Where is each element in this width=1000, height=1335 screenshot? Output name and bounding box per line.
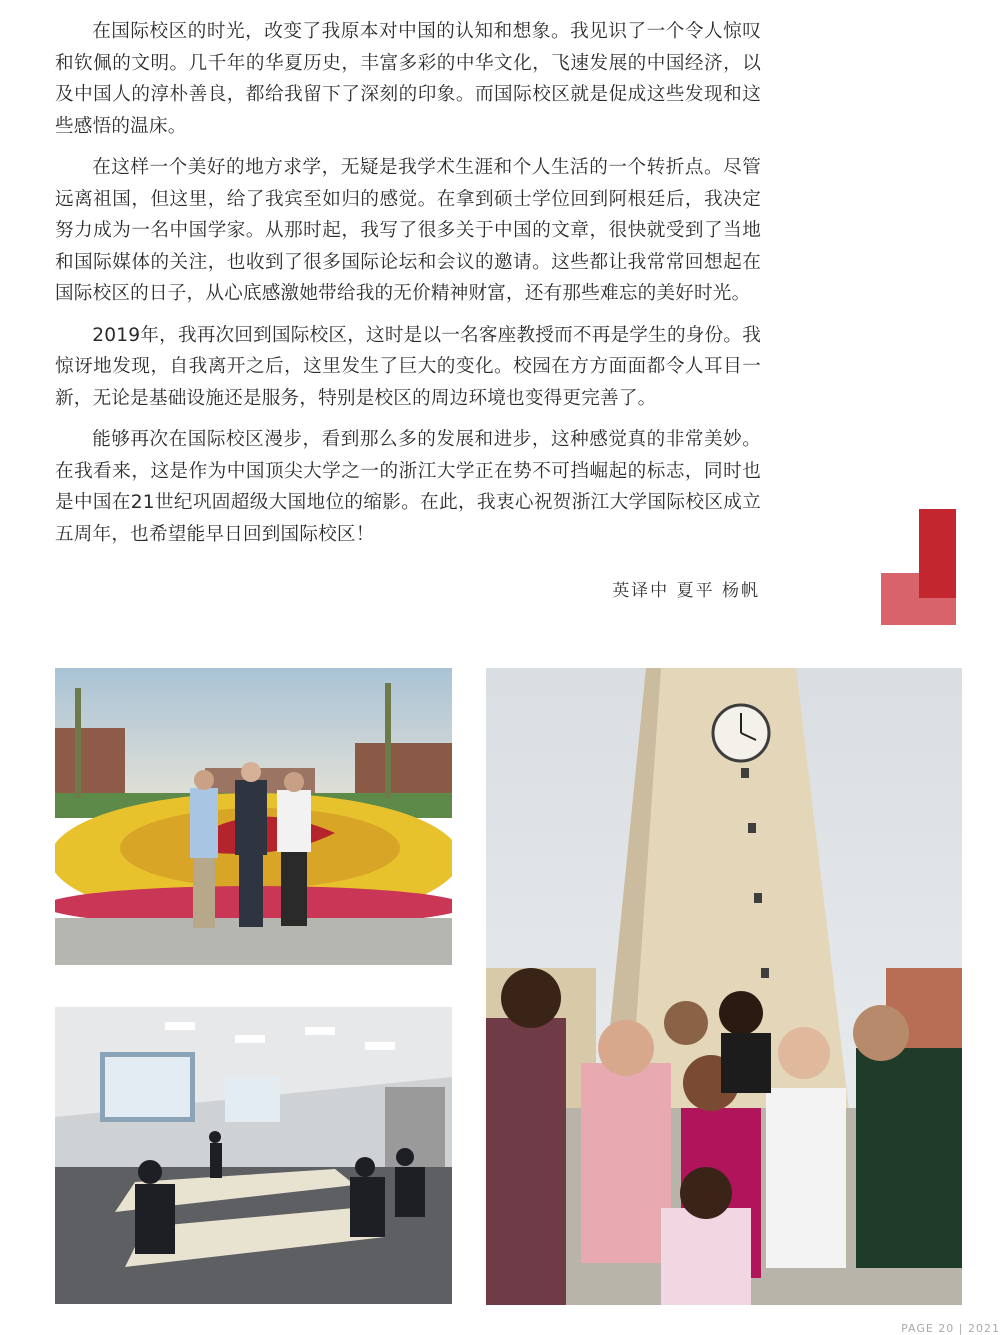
decoration-dark-block [919, 509, 956, 598]
paragraph-3: 2019年，我再次回到国际校区，这时是以一名客座教授而不再是学生的身份。我惊讶地发现，自我离开之后，这里发生了巨大的变化。校园在方方面面都令人耳目一新，无论是基础设施还是服务，特别是校区的周边环境也变得更完善了。 [55, 324, 761, 409]
paragraph-2: 在这样一个美好的地方求学，无疑是我学术生涯和个人生活的一个转折点。尽管远离祖国，但这里，给了我宾至如归的感觉。在拿到硕士学位回到阿根廷后，我决定努力成为一名中国学家。从那时起，我写了很多关于中国的文章，很快就受到了当地和国际媒体的关注，也收到了很多国际论坛和会议的邀请。这些都让我常常回想起在国际校区的日子，从心底感激她带给我的无价精神财富，还有那些难忘的美好时光。 [55, 157, 761, 304]
paragraph-1: 在国际校区的时光，改变了我原本对中国的认知和想象。我见识了一个令人惊叹和钦佩的文明。几千年的华夏历史，丰富多彩的中华文化，飞速发展的中国经济，以及中国人的淳朴善良，都给我留下了深刻的印象。而国际校区就是促成这些发现和这些感悟的温床。 [55, 21, 761, 137]
paragraph-4: 能够再次在国际校区漫步，看到那么多的发展和进步，这种感觉真的非常美妙。在我看来，这是作为中国顶尖大学之一的浙江大学正在势不可挡崛起的标志，同时也是中国在21世纪巩固超级大国地位的缩影。在此，我衷心祝贺浙江大学国际校区成立五周年，也希望能早日回到国际校区！ [55, 429, 761, 545]
photo-flower-garden-group [55, 668, 452, 965]
translator-credit: 英译中 夏平 杨帆 [612, 581, 760, 601]
footer-page-code: PAGE 20 | 2021 [901, 1322, 1000, 1335]
photo-classroom-lecture [55, 1007, 452, 1304]
article-body [55, 16, 761, 550]
photo-clock-tower-group [486, 668, 962, 1305]
